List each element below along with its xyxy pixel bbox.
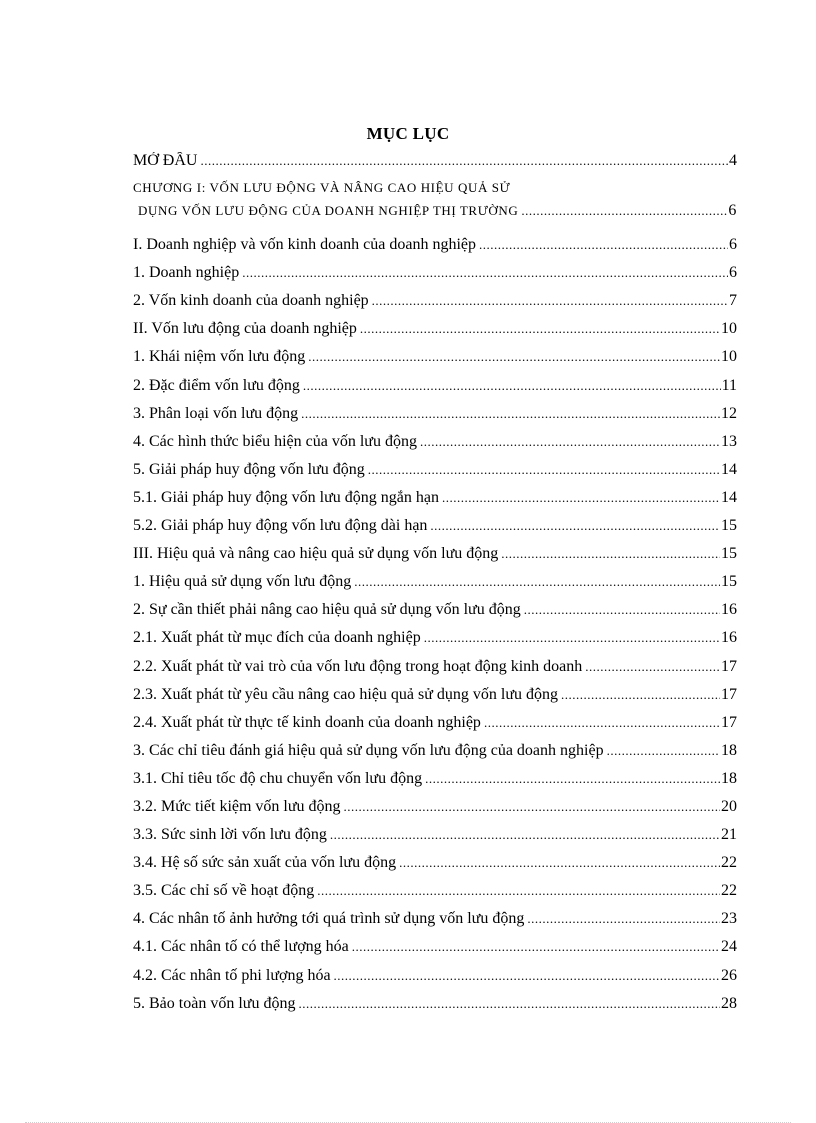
dot-leader — [521, 203, 727, 219]
toc-entry — [133, 798, 737, 826]
toc-entry-label: MỞ ĐẦU — [133, 152, 198, 169]
dot-leader — [308, 349, 720, 365]
dot-leader — [317, 883, 720, 899]
toc-entry-label: 3. Phân loại vốn lưu động — [133, 404, 299, 422]
toc-entry-label: 4.2. Các nhân tố phi lượng hóa — [133, 966, 331, 984]
dot-leader — [442, 490, 720, 506]
toc-entry — [133, 629, 737, 657]
dot-leader — [585, 659, 720, 675]
toc-entry — [133, 573, 737, 601]
toc-entry — [133, 742, 737, 770]
toc-entry-page: 23 — [721, 910, 737, 928]
dot-leader — [524, 602, 720, 618]
toc-entry-label: DỤNG VỐN LƯU ĐỘNG CỦA DOANH NGHIỆP THỊ TRƯỜNG — [138, 203, 519, 219]
toc-entry — [133, 686, 737, 714]
toc-entry — [133, 236, 737, 264]
toc-entry — [133, 348, 737, 376]
dot-leader — [425, 771, 720, 787]
dot-leader — [501, 546, 720, 562]
toc-entry — [133, 601, 737, 629]
toc-entry-label: 3. Các chỉ tiêu đánh giá hiệu quả sử dụng vốn lưu động của doanh nghiệp — [133, 741, 604, 759]
dot-leader — [301, 406, 720, 422]
dot-leader — [484, 715, 720, 731]
toc-chapter-heading-continued — [133, 202, 737, 236]
toc-entry — [133, 967, 737, 995]
toc-entry-page: 13 — [721, 432, 737, 450]
dot-leader — [607, 743, 720, 759]
toc-entry-label: 1. Hiệu quả sử dụng vốn lưu động — [133, 573, 352, 591]
toc-entry-label: 4.1. Các nhân tố có thể lượng hóa — [133, 938, 349, 956]
toc-entry-label: 2. Vốn kinh doanh của doanh nghiệp — [133, 292, 369, 310]
toc-entry-label: 2.3. Xuất phát từ yêu cầu nâng cao hiệu quả sử dụng vốn lưu động — [133, 685, 559, 703]
toc-entry — [133, 995, 737, 1023]
toc-entry-page: 21 — [721, 826, 737, 844]
dot-leader — [399, 855, 720, 871]
toc-entry-page: 11 — [721, 376, 737, 394]
toc-entry-page: 12 — [721, 404, 737, 422]
dot-leader — [420, 434, 720, 450]
dot-leader — [298, 996, 720, 1012]
toc-entry — [133, 292, 737, 320]
toc-entry-label: 5.2. Giải pháp huy động vốn lưu động dài hạn — [133, 517, 428, 535]
dot-leader — [334, 968, 720, 984]
toc-entry — [133, 658, 737, 686]
toc-entry-label: 3.4. Hệ số sức sản xuất của vốn lưu động — [133, 854, 397, 872]
toc-entry-label: III. Hiệu quả và nâng cao hiệu quả sử dụng vốn lưu động — [133, 545, 499, 563]
toc-entry-label: 2.2. Xuất phát từ vai trò của vốn lưu động trong hoạt động kinh doanh — [133, 657, 583, 675]
toc-entry-label: 5.1. Giải pháp huy động vốn lưu động ngắn hạn — [133, 488, 439, 506]
toc-entry — [133, 320, 737, 348]
toc-entry-page: 7 — [729, 292, 737, 310]
toc-entry — [133, 714, 737, 742]
toc-entry — [133, 405, 737, 433]
toc-entry-page: 24 — [721, 938, 737, 956]
toc-entry-label: CHƯƠNG I: VỐN LƯU ĐỘNG VÀ NÂNG CAO HIỆU QUẢ SỬ — [133, 180, 511, 196]
toc-entry — [133, 910, 737, 938]
dot-leader — [354, 574, 720, 590]
table-of-contents — [133, 152, 737, 1023]
toc-entry — [133, 433, 737, 461]
toc-entry-page: 15 — [721, 517, 737, 535]
toc-entry-label: 2. Sự cần thiết phải nâng cao hiệu quả sử dụng vốn lưu động — [133, 601, 521, 619]
toc-entry-page: 17 — [721, 685, 737, 703]
toc-entry-label: 5. Bảo toàn vốn lưu động — [133, 994, 296, 1012]
toc-entry-page: 14 — [721, 460, 737, 478]
toc-entry-page: 16 — [721, 601, 737, 619]
dot-leader — [479, 237, 728, 253]
toc-entry-label: 1. Khái niệm vốn lưu động — [133, 348, 306, 366]
dot-leader — [330, 827, 720, 843]
dot-leader — [360, 321, 720, 337]
toc-entry-page: 28 — [721, 994, 737, 1012]
toc-entry-page: 15 — [721, 573, 737, 591]
toc-entry-label: 3.5. Các chỉ số về hoạt động — [133, 882, 315, 900]
toc-chapter-heading — [133, 180, 737, 202]
toc-entry-page: 10 — [721, 348, 737, 366]
toc-entry — [133, 938, 737, 966]
toc-entry-page: 6 — [728, 202, 737, 220]
toc-entry-label: II. Vốn lưu động của doanh nghiệp — [133, 320, 357, 338]
toc-entry-label: 3.1. Chỉ tiêu tốc độ chu chuyển vốn lưu động — [133, 769, 423, 787]
toc-entry — [133, 882, 737, 910]
toc-entry-page: 16 — [721, 629, 737, 647]
toc-entry-label: 4. Các hình thức biểu hiện của vốn lưu động — [133, 432, 417, 450]
dot-leader — [368, 462, 720, 478]
toc-entry-page: 6 — [729, 236, 737, 254]
toc-entry-label: I. Doanh nghiệp và vốn kinh doanh của doanh nghiệp — [133, 236, 477, 254]
dot-leader — [200, 153, 728, 169]
toc-entry — [133, 264, 737, 292]
toc-entry — [133, 545, 737, 573]
toc-entry — [133, 826, 737, 854]
toc-entry-page: 18 — [721, 741, 737, 759]
dot-leader — [344, 799, 720, 815]
toc-entry-page: 22 — [721, 882, 737, 900]
dot-leader — [430, 518, 720, 534]
toc-entry-page: 26 — [721, 966, 737, 984]
toc-entry-page: 17 — [721, 657, 737, 675]
toc-entry-page: 18 — [721, 769, 737, 787]
toc-entry-page: 20 — [721, 797, 737, 815]
dot-leader — [303, 378, 721, 394]
dot-leader — [242, 265, 728, 281]
toc-entry-page: 6 — [729, 264, 737, 282]
toc-entry-page: 10 — [721, 320, 737, 338]
toc-entry-page: 14 — [721, 488, 737, 506]
dot-leader — [352, 939, 720, 955]
toc-entry-page: 15 — [721, 545, 737, 563]
dot-leader — [372, 293, 728, 309]
toc-entry — [133, 854, 737, 882]
dot-leader — [561, 687, 720, 703]
toc-entry-page: 17 — [721, 713, 737, 731]
toc-entry-label: 4. Các nhân tố ảnh hưởng tới quá trình sử dụng vốn lưu động — [133, 910, 525, 928]
toc-entry-label: 3.2. Mức tiết kiệm vốn lưu động — [133, 797, 341, 815]
toc-entry-page: 4 — [729, 152, 737, 169]
toc-entry — [133, 461, 737, 489]
toc-entry-label: 1. Doanh nghiệp — [133, 264, 240, 282]
dot-leader — [424, 630, 720, 646]
dot-leader — [527, 911, 720, 927]
toc-entry-page: 22 — [721, 854, 737, 872]
toc-entry-label: 2.4. Xuất phát từ thực tế kinh doanh của doanh nghiệp — [133, 713, 481, 731]
toc-entry — [133, 377, 737, 405]
toc-entry-label: 3.3. Sức sinh lời vốn lưu động — [133, 826, 327, 844]
toc-entry-label: 5. Giải pháp huy động vốn lưu động — [133, 460, 365, 478]
toc-entry-label: 2.1. Xuất phát từ mục đích của doanh nghiệp — [133, 629, 421, 647]
toc-entry — [133, 517, 737, 545]
toc-entry — [133, 489, 737, 517]
page-title: MỤC LỤC — [366, 124, 450, 143]
toc-entry — [133, 770, 737, 798]
toc-entry — [133, 152, 737, 180]
toc-entry-label: 2. Đặc điểm vốn lưu động — [133, 376, 300, 394]
